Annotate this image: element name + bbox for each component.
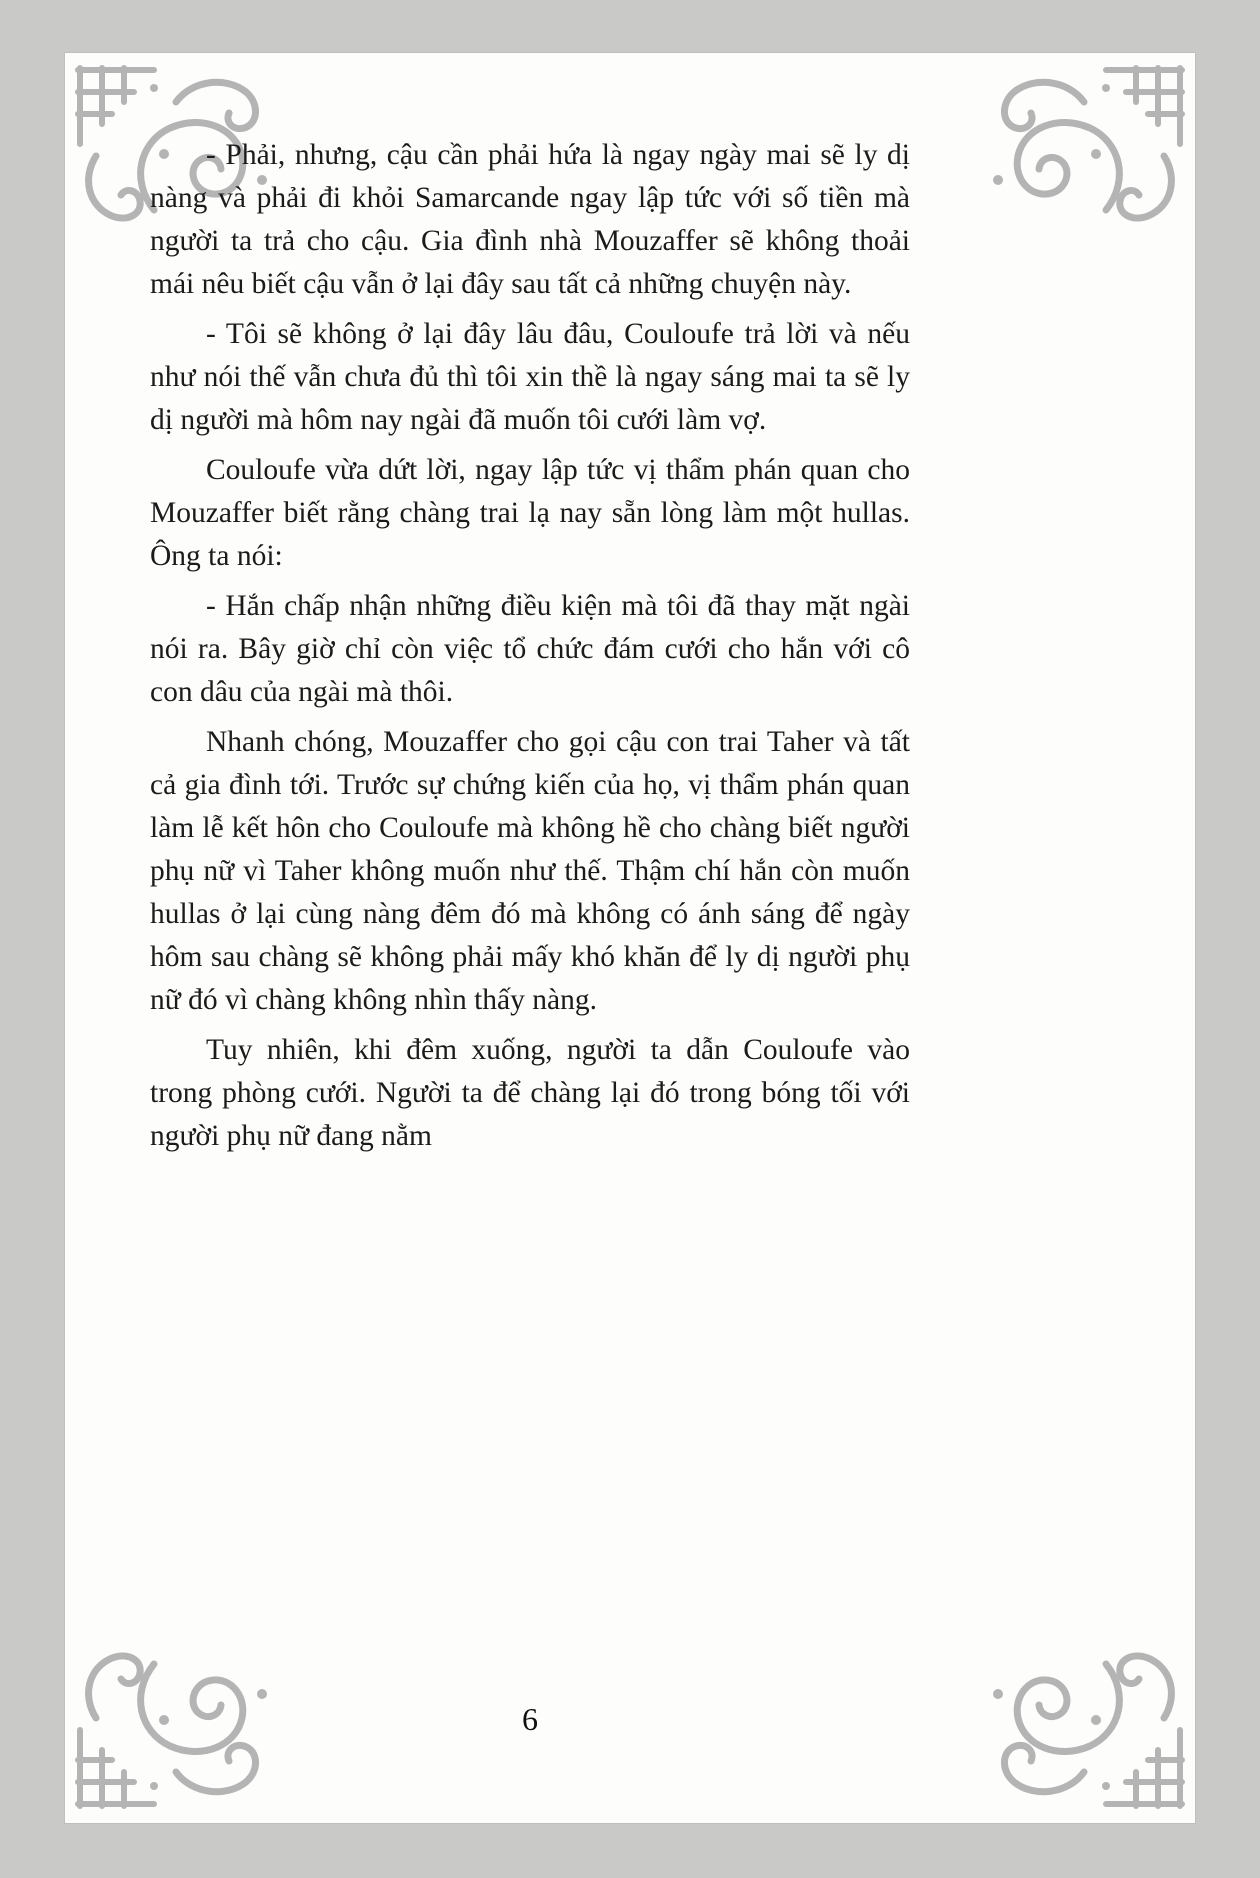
corner-ornament-bottom-right-icon: [980, 1644, 1192, 1816]
paragraph: Nhanh chóng, Mouzaffer cho gọi cậu con trai Taher và tất cả gia đình tới. Trước sự chứng kiến của họ, vị thẩm phán quan làm lễ kết hôn cho Couloufe mà không hề cho chàng biết người phụ nữ vì Taher không muốn như thế. Thậm chí hắn còn muốn hullas ở lại cùng nàng đêm đó mà không có ánh sáng để ngày hôm sau chàng sẽ không phải mấy khó khăn để ly dị người phụ nữ đó vì chàng không nhìn thấy nàng.: [150, 726, 910, 1016]
paragraph: - Phải, nhưng, cậu cần phải hứa là ngay ngày mai sẽ ly dị nàng và phải đi khỏi Samarcande ngay lập tức với số tiền mà người ta trả cho cậu. Gia đình nhà Mouzaffer sẽ không thoải mái nêu biết cậu vẫn ở lại đây sau tất cả những chuyện này.: [150, 139, 910, 300]
corner-ornament-top-right-icon: [980, 58, 1192, 230]
book-page: [64, 52, 1196, 1824]
paragraph: - Tôi sẽ không ở lại đây lâu đâu, Couloufe trả lời và nếu như nói thế vẫn chưa đủ thì tôi xin thề là ngay sáng mai ta sẽ ly dị người mà hôm nay ngài đã muốn tôi cưới làm vợ.: [150, 318, 910, 436]
paragraph: - Hắn chấp nhận những điều kiện mà tôi đã thay mặt ngài nói ra. Bây giờ chỉ còn việc tổ chức đám cưới cho hắn với cô con dâu của ngài mà thôi.: [150, 590, 910, 708]
paragraph: Tuy nhiên, khi đêm xuống, người ta dẫn Couloufe vào trong phòng cưới. Người ta để chàng lại đó trong bóng tối với người phụ nữ đang nằm: [150, 1034, 910, 1152]
page-text-block: [150, 134, 910, 1165]
paragraph: Couloufe vừa dứt lời, ngay lập tức vị thẩm phán quan cho Mouzaffer biết rằng chàng trai lạ nay sẵn lòng làm một hullas. Ông ta nói:: [150, 454, 910, 572]
page-number: 6: [522, 1701, 538, 1737]
